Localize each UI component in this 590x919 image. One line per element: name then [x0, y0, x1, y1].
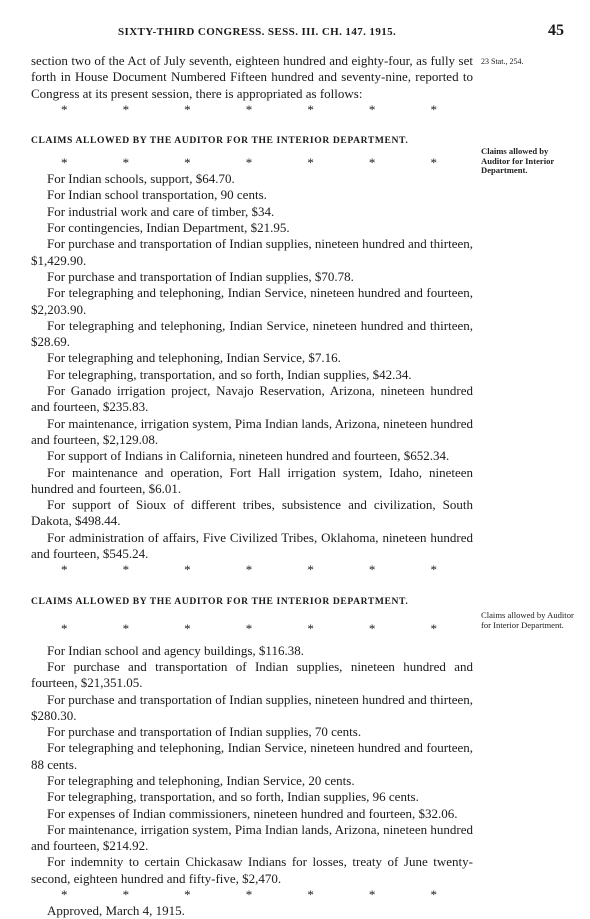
section-1-items	[31, 171, 473, 562]
star: *	[184, 620, 191, 636]
appropriation-item: For telegraphing and telephoning, Indian Service, 20 cents.	[47, 772, 355, 788]
star: *	[122, 101, 130, 117]
star-divider	[31, 102, 473, 118]
section-heading-1: CLAIMS ALLOWED BY THE AUDITOR FOR THE INTERIOR DEPARTMENT.	[31, 134, 409, 146]
margin-note-stat: 23 Stat., 254.	[481, 57, 524, 66]
star: *	[245, 620, 253, 636]
star: *	[430, 887, 437, 903]
star: *	[430, 620, 437, 636]
star: *	[307, 620, 314, 636]
appropriation-item: For telegraphing and telephoning, Indian Service, nineteen hundred and thirteen, $28.69.	[31, 317, 473, 350]
appropriation-item: For Ganado irrigation project, Navajo Reservation, Arizona, nineteen hundred and fourteen, $235.83.	[31, 383, 473, 415]
star: *	[245, 155, 253, 171]
appropriation-item: For telegraphing and telephoning, Indian Service, $7.16.	[47, 350, 341, 366]
star-divider	[31, 562, 473, 578]
appropriation-item: For support of Sioux of different tribes, subsistence and civilization, South Dakota, $498.44.	[31, 497, 473, 529]
star: *	[61, 620, 68, 636]
appropriation-item: For maintenance and operation, Fort Hall irrigation system, Idaho, nineteen hundred and fourteen, $6.01.	[31, 464, 473, 496]
section-2-items	[31, 643, 473, 887]
star: *	[61, 887, 68, 903]
appropriation-item: For administration of affairs, Five Civilized Tribes, Oklahoma, nineteen hundred and fourteen, $545.24.	[31, 529, 473, 562]
appropriation-item: For contingencies, Indian Department, $21.95.	[47, 220, 290, 236]
star: *	[307, 562, 314, 578]
star: *	[368, 101, 376, 117]
star: *	[430, 155, 437, 171]
appropriation-item: For support of Indians in California, nineteen hundred and fourteen, $652.34.	[47, 448, 450, 464]
appropriation-item: For telegraphing and telephoning, Indian Service, nineteen hundred and fourteen, 88 cents.	[31, 740, 473, 772]
star: *	[122, 155, 130, 171]
star: *	[430, 562, 437, 578]
appropriation-item: For expenses of Indian commissioners, nineteen hundred and fourteen, $32.06.	[47, 805, 458, 821]
star: *	[122, 620, 130, 636]
star: *	[61, 155, 68, 171]
appropriation-item: For maintenance, irrigation system, Pima Indian lands, Arizona, nineteen hundred and fourteen, $214.92.	[31, 821, 473, 854]
running-head: SIXTY-THIRD CONGRESS. SESS. III. CH. 147. 1915.	[118, 26, 397, 38]
appropriation-item: For maintenance, irrigation system, Pima Indian lands, Arizona, nineteen hundred and fourteen, $2,129.08.	[31, 415, 473, 447]
document-body	[31, 53, 473, 919]
appropriation-item: For Indian school and agency buildings, $116.38.	[47, 642, 304, 658]
appropriation-item: For telegraphing, transportation, and so forth, Indian supplies, $42.34.	[47, 366, 412, 382]
star: *	[368, 562, 376, 578]
appropriation-item: For telegraphing, transportation, and so forth, Indian supplies, 96 cents.	[47, 789, 419, 805]
star: *	[368, 155, 376, 171]
star: *	[245, 101, 253, 117]
appropriation-item: For Indian school transportation, 90 cents.	[47, 187, 267, 203]
star: *	[184, 101, 191, 117]
margin-note-claims-2: Claims allowed by Auditor for Interior Department.	[481, 610, 574, 630]
star: *	[245, 887, 253, 903]
intro-paragraph: section two of the Act of July seventh, eighteen hundred and eighty-four, as fully set forth in House Document Numbered Fifteen hundred and seventy-nine, reported to Congress at its present session, there is appropriated as follows:	[31, 53, 473, 101]
appropriation-item: For purchase and transportation of Indian supplies, nineteen hundred and fourteen, $21,351.05.	[31, 658, 473, 691]
appropriation-item: For purchase and transportation of Indian supplies, $70.78.	[47, 268, 354, 284]
star: *	[307, 887, 314, 903]
star: *	[184, 887, 191, 903]
star: *	[184, 562, 191, 578]
appropriation-item: For Indian schools, support, $64.70.	[47, 171, 235, 187]
star-divider	[31, 887, 473, 903]
star-divider	[31, 155, 473, 171]
appropriation-item: For purchase and transportation of Indian supplies, 70 cents.	[47, 724, 362, 740]
star: *	[368, 887, 376, 903]
page-number: 45	[548, 22, 564, 39]
star: *	[61, 562, 68, 578]
star: *	[307, 101, 314, 117]
appropriation-item: For purchase and transportation of Indian supplies, nineteen hundred and thirteen, $1,429.90.	[31, 236, 473, 268]
appropriation-item: For indemnity to certain Chickasaw Indians for losses, treaty of June twenty-second, eighteen hundred and fifty-five, $2,470.	[31, 854, 473, 886]
star: *	[368, 620, 376, 636]
approval-line: Approved, March 4, 1915.	[47, 903, 185, 919]
star: *	[430, 101, 437, 117]
star: *	[122, 887, 130, 903]
appropriation-item: For industrial work and care of timber, $34.	[47, 203, 275, 219]
section-heading-2: CLAIMS ALLOWED BY THE AUDITOR FOR THE INTERIOR DEPARTMENT.	[31, 596, 409, 608]
appropriation-item: For telegraphing and telephoning, Indian Service, nineteen hundred and fourteen, $2,203.90.	[31, 285, 473, 317]
star-divider	[31, 621, 473, 637]
page-header	[0, 22, 590, 42]
star: *	[61, 101, 68, 117]
margin-note-claims-1: Claims allowed by Auditor for Interior Department.	[481, 146, 555, 176]
star: *	[245, 562, 253, 578]
star: *	[307, 155, 314, 171]
star: *	[122, 562, 130, 578]
star: *	[184, 155, 191, 171]
appropriation-item: For purchase and transportation of Indian supplies, nineteen hundred and thirteen, $280.30.	[31, 691, 473, 723]
